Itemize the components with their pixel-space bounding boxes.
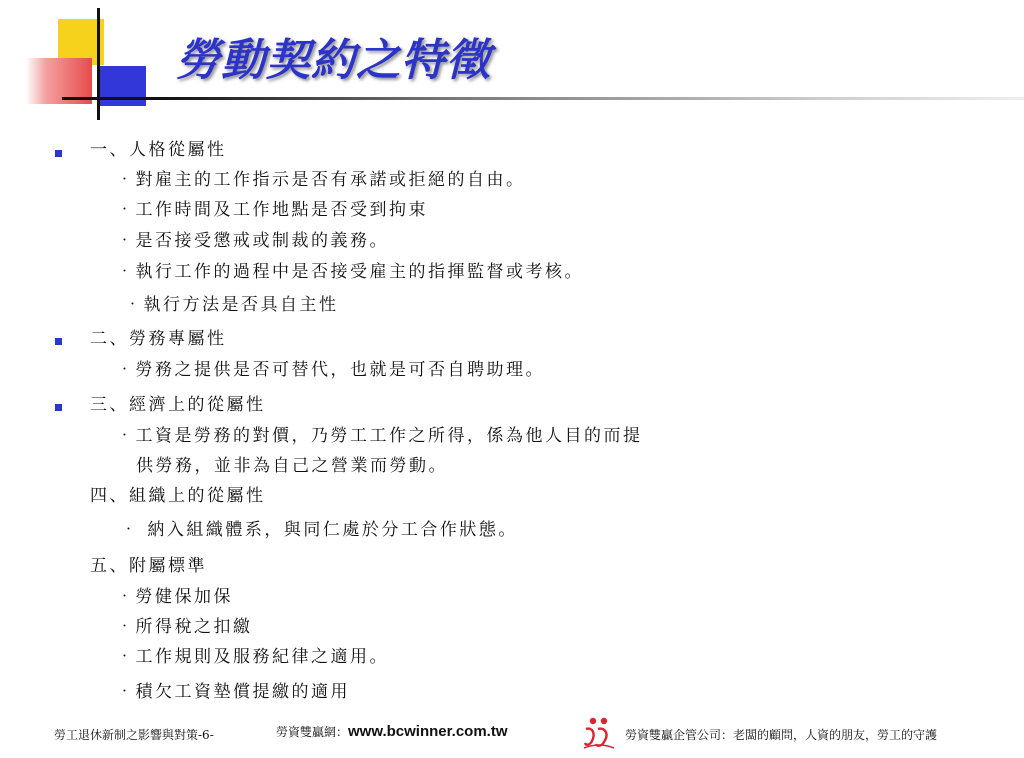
list-item: ‧勞務之提供是否可替代，也就是可否自聘助理。 [116,360,545,380]
section-heading-1: 一、人格從屬性 [90,140,227,160]
footer-slogan: 勞資雙贏企管公司：老闆的顧問，人資的朋友，勞工的守護 [625,728,938,742]
slide-title: 勞動契約之特徵 [176,35,491,86]
list-item: ‧工作時間及工作地點是否受到拘束 [116,200,428,220]
list-item: ‧是否接受懲戒或制裁的義務。 [116,231,389,251]
company-logo-icon [582,715,616,751]
title-underline [62,97,1024,100]
list-item: ‧執行工作的過程中是否接受雇主的指揮監督或考核。 [116,262,584,282]
list-item: ‧工作規則及服務紀律之適用。 [116,647,389,667]
footer-page-label: 勞工退休新制之影響與對策-6- [54,728,214,742]
list-item: ‧所得稅之扣繳 [116,617,253,637]
list-item: ‧積欠工資墊償提繳的適用 [116,682,350,702]
footer-site-url[interactable]: www.bcwinner.com.tw [348,723,508,740]
list-item: 供勞務，並非為自己之營業而勞動。 [136,456,448,476]
section-bullet-2 [55,338,62,345]
footer-site [276,724,508,740]
list-item: ‧執行方法是否具自主性 [124,295,339,315]
decor-vertical-line [97,8,100,120]
section-bullet-3 [55,404,62,411]
footer-site-label: 勞資雙贏網： [276,725,349,739]
section-heading-3: 三、經濟上的從屬性 [90,395,266,415]
list-item: ‧ 納入組織體系，與同仁處於分工合作狀態。 [120,520,518,540]
list-item: ‧對雇主的工作指示是否有承諾或拒絕的自由。 [116,170,526,190]
decor-blue-square [98,66,146,106]
section-heading-4: 四、組織上的從屬性 [90,486,266,506]
list-item: ‧工資是勞務的對價，乃勞工工作之所得，係為他人目的而提 [116,426,643,446]
section-bullet-1 [55,150,62,157]
list-item: ‧勞健保加保 [116,587,233,607]
section-heading-5: 五、附屬標準 [90,556,207,576]
section-heading-2: 二、勞務專屬性 [90,329,227,349]
